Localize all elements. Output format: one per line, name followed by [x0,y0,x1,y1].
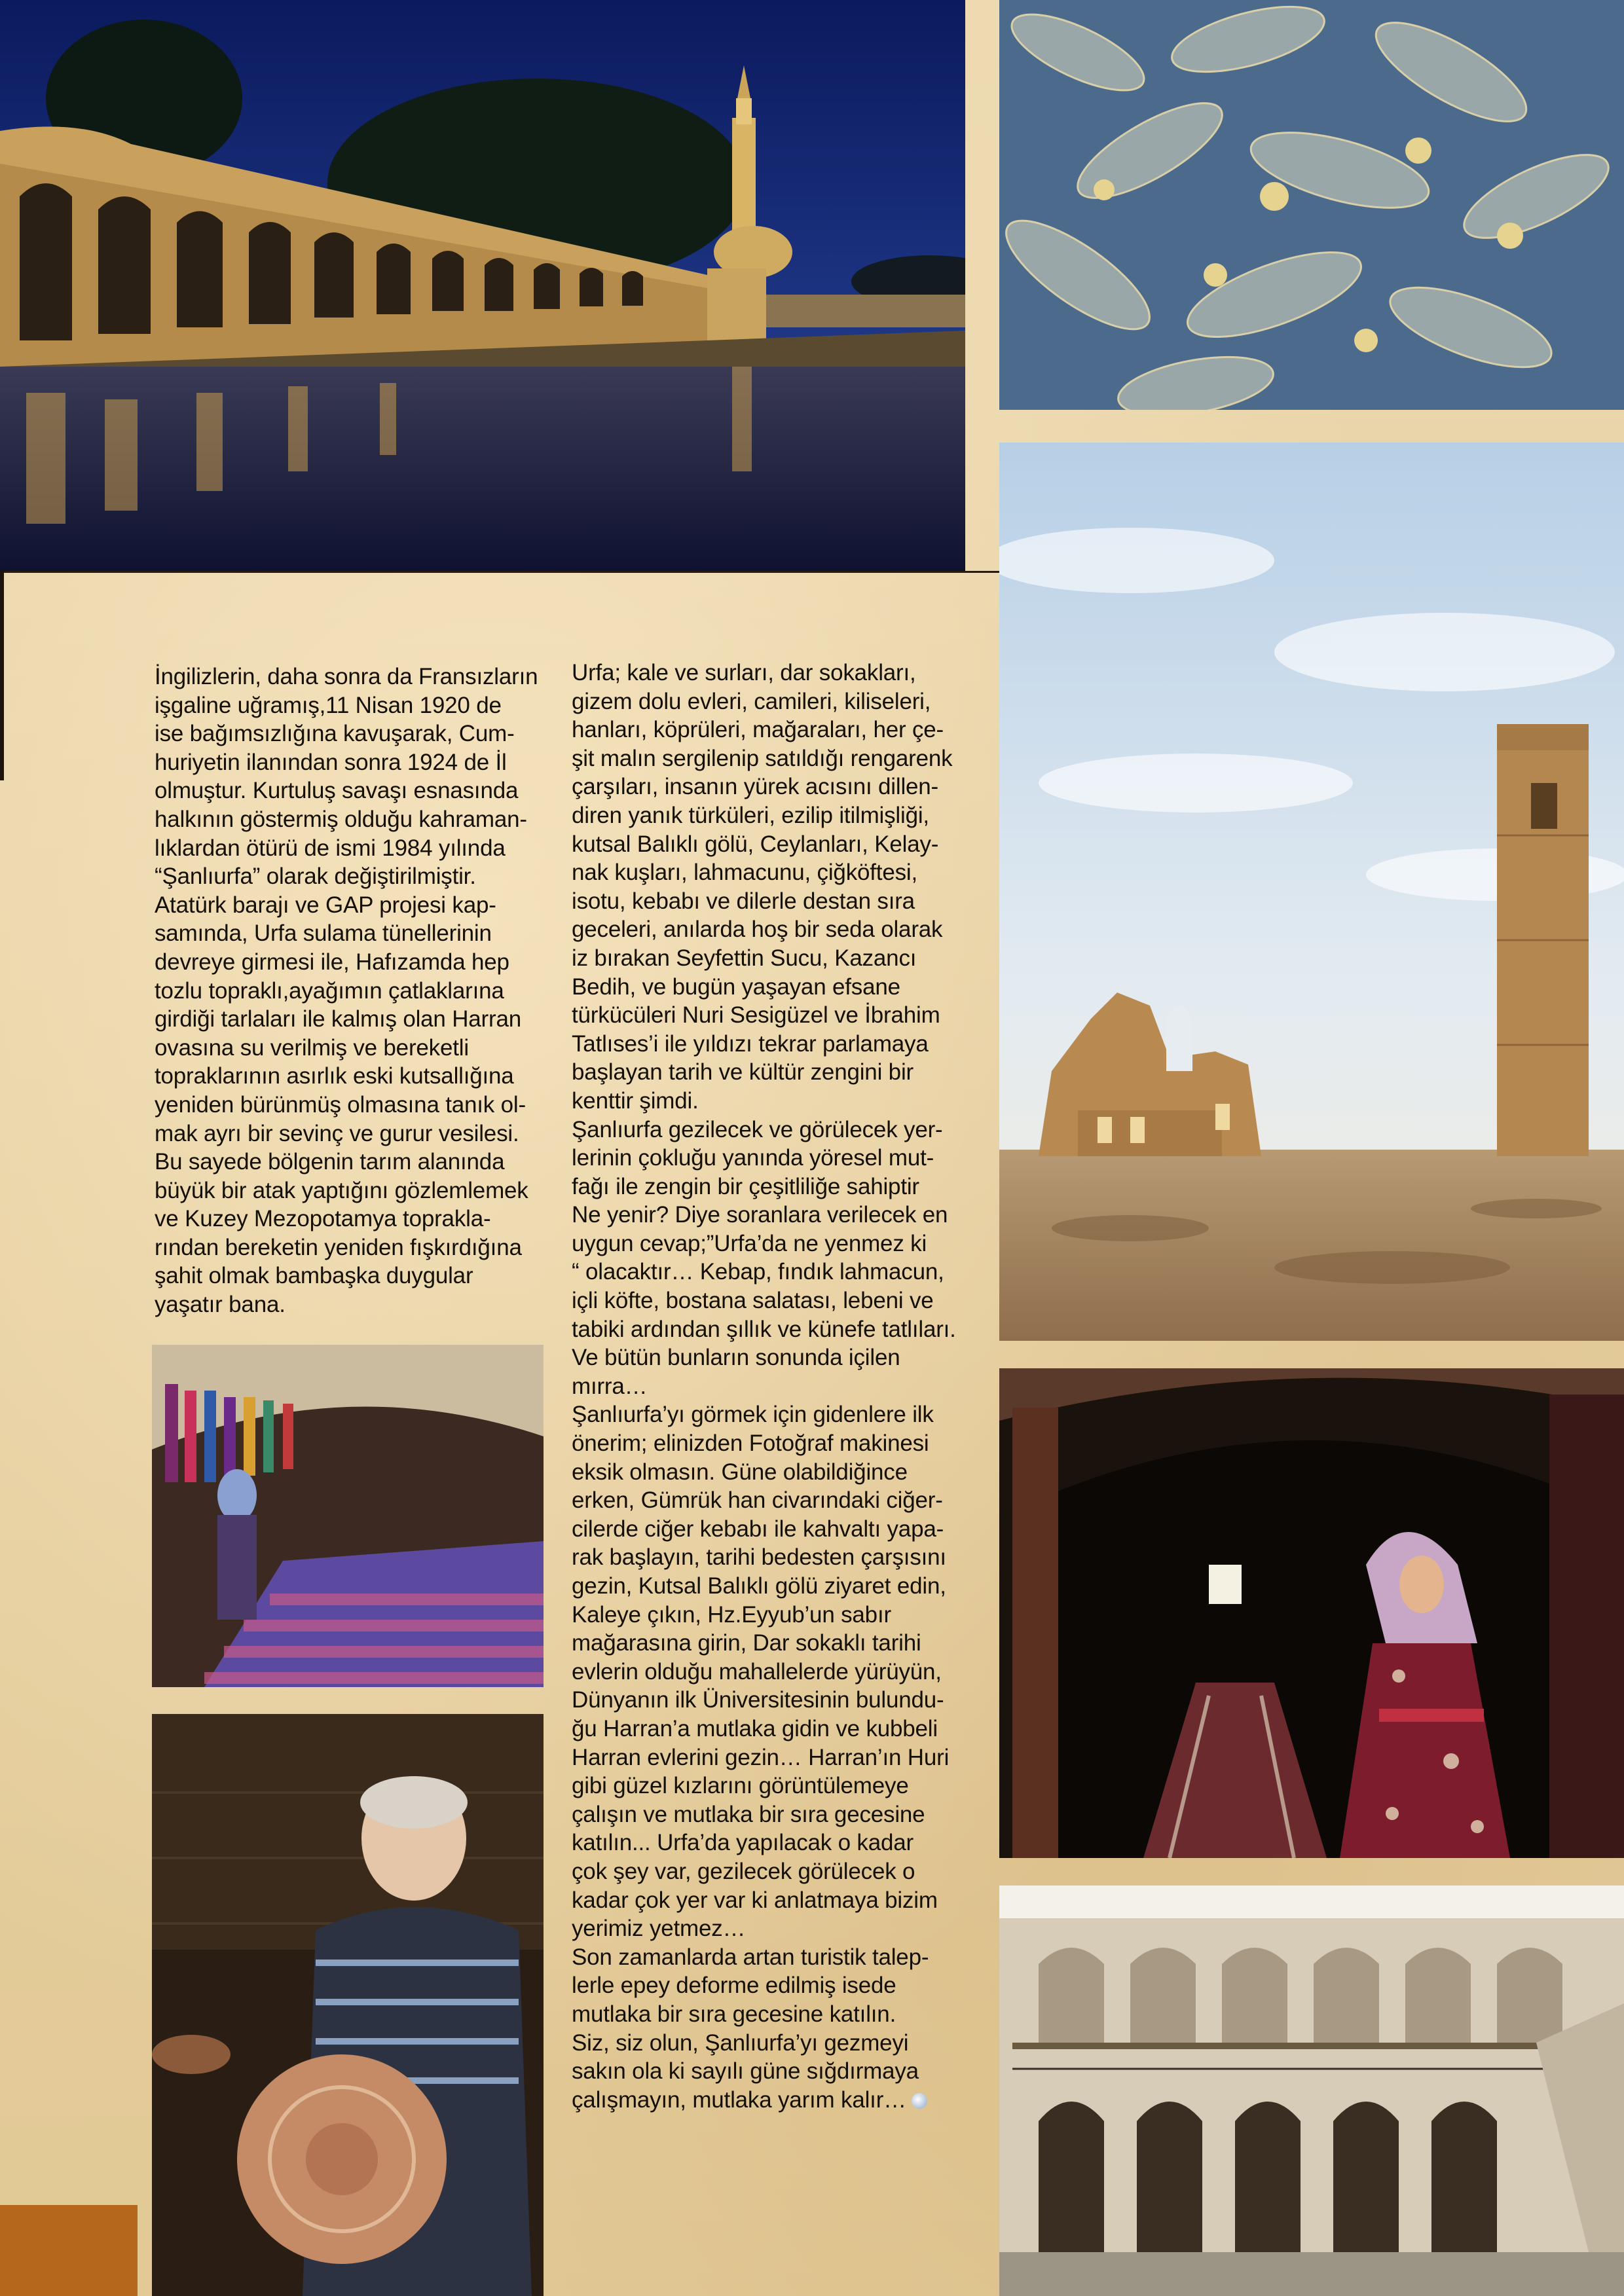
text-line: diren yanık türküleri, ezilip itilmişliği, [572,802,929,828]
text-line: mutlaka bir sıra gecesine katılın. [572,2001,896,2027]
text-line: yerimiz yetmez… [572,1916,746,1942]
text-line: rak başlayın, tarihi bedesten çarşısını [572,1544,946,1571]
text-line: Atatürk barajı ve GAP projesi kap- [155,892,496,918]
corner-accent-block [0,2205,138,2296]
text-line: Bu sayede bölgenin tarım alanında [155,1149,505,1175]
photo-han-courtyard [999,1886,1624,2296]
text-line: İngilizlerin, daha sonra da Fransızların [155,664,538,689]
photo-coppersmith [152,1714,544,2296]
text-line: isotu, kebabı ve dilerle destan sıra [572,888,915,914]
text-line: kadar çok yer var ki anlatmaya bizim [572,1887,938,1913]
text-line: mırra… [572,1373,648,1399]
text-line: başlayan tarih ve kültür zengini bir [572,1059,913,1085]
text-line: tabiki ardından şıllık ve künefe tatlıları. [572,1316,956,1342]
text-line: gezin, Kutsal Balıklı gölü ziyaret edin, [572,1573,946,1599]
text-line: Urfa; kale ve surları, dar sokakları, [572,660,916,685]
text-line: mağarasına girin, Dar sokaklı tarihi [572,1630,921,1656]
text-line: geceleri, anılarda hoş bir seda olarak [572,917,943,943]
end-of-article-icon [912,2093,927,2109]
text-line: girdiği tarlaları ile kalmış olan Harran [155,1006,521,1032]
text-line: katılın... Urfa’da yapılacak o kadar [572,1830,913,1856]
text-line: devreye girmesi ile, Hafızamda hep [155,949,509,975]
divider-line [0,571,999,573]
text-line: Şanlıurfa’yı görmek için gidenlere ilk [572,1402,934,1428]
text-line: içli köfte, bostana salatası, lebeni ve [572,1288,934,1314]
text-line: lıklardan ötürü de ismi 1984 yılında [155,835,506,861]
photo-woman-harran-house [999,1368,1624,1858]
text-line: erken, Gümrük han civarındaki ciğer- [572,1487,943,1514]
text-line: çalışın ve mutlaka bir sıra gecesine [572,1801,925,1827]
text-line: rından bereketin yeniden fışkırdığına [155,1234,522,1260]
text-line: nak kuşları, lahmacunu, çiğköftesi, [572,860,917,886]
photo-harran-ruins [999,443,1624,1341]
text-line: şahit olmak bambaşka duygular [155,1263,473,1289]
text-line: işgaline uğramış,11 Nisan 1920 de [155,692,502,718]
text-line: ve Kuzey Mezopotamya toprakla- [155,1206,491,1232]
text-line: halkının göstermiş olduğu kahraman- [155,806,527,832]
text-line: lerle epey deforme edilmiş isede [572,1973,896,1999]
text-line: çalışmayın, mutlaka yarım kalır… [572,2086,984,2115]
article-column-right [572,659,984,2114]
text-line: ğu Harran’a mutlaka gidin ve kubbeli [572,1715,938,1741]
text-line: Son zamanlarda artan turistik talep- [572,1944,929,1970]
text-line: türkücüleri Nuri Sesigüzel ve İbrahim [572,1002,940,1029]
text-line: ovasına su verilmiş ve bereketli [155,1034,469,1061]
text-line: Kaleye çıkın, Hz.Eyyub’un sabır [572,1601,891,1628]
divider-line-vertical [0,571,4,780]
text-line: evlerin olduğu mahallelerde yürüyün, [572,1658,942,1685]
text-line: iz bırakan Seyfettin Sucu, Kazancı [572,945,917,971]
text-line: büyük bir atak yaptığını gözlemlemek [155,1177,528,1203]
text-line: ise bağımsızlığına kavuşarak, Cum- [155,721,515,747]
text-line: “ olacaktır… Kebap, fındık lahmacun, [572,1259,944,1285]
text-line: çok şey var, gezilecek görülecek o [572,1858,915,1884]
text-line: Ne yenir? Diye soranlara verilecek en [572,1202,948,1228]
text-line: lerinin çokluğu yanında yöresel mut- [572,1145,934,1171]
text-line: hanları, köprüleri, mağaraları, her çe- [572,717,944,743]
photo-pool-arcade-night [0,0,965,571]
text-line: çarşıları, insanın yürek acısını dillen- [572,774,939,800]
text-line: şit malın sergilenip satıldığı rengarenk [572,745,953,771]
text-line: önerim; elinizden Fotoğraf makinesi [572,1430,929,1457]
text-line: yaşatır bana. [155,1292,286,1318]
text-line: Dünyanın ilk Üniversitesinin bulundu- [572,1687,944,1713]
text-line: Bedih, ve bugün yaşayan efsane [572,974,900,1000]
text-line: Siz, siz olun, Şanlıurfa’yı gezmeyi [572,2030,909,2056]
text-line: Tatlıses’i ile yıldızı tekrar parlamaya [572,1030,929,1057]
text-line: olmuştur. Kurtuluş savaşı esnasında [155,778,519,804]
text-line: kutsal Balıklı gölü, Ceylanları, Kelay- [572,831,939,857]
text-line: “Şanlıurfa” olarak değiştirilmiştir. [155,864,476,890]
text-line: sakın ola ki sayılı güne sığdırmaya [572,2058,919,2085]
text-line: samında, Urfa sulama tünellerinin [155,920,492,947]
text-line: fağı ile zengin bir çeşitliliğe sahiptir [572,1173,919,1199]
text-line: Harran evlerini gezin… Harran’ın Huri [572,1744,950,1770]
text-line: gibi güzel kızlarını görüntülemeye [572,1773,909,1799]
photo-sacred-fish [999,0,1624,410]
text-line: tozlu topraklı,ayağımın çatlaklarına [155,977,504,1004]
text-line: Şanlıurfa gezilecek ve görülecek yer- [572,1116,943,1142]
text-line: uygun cevap;”Urfa’da ne yenmez ki [572,1230,927,1256]
text-line: cilerde ciğer kebabı ile kahvaltı yapa- [572,1516,944,1542]
text-line: yeniden bürünmüş olmasına tanık ol- [155,1091,526,1118]
article-column-left [155,663,547,1319]
text-line: topraklarının asırlık eski kutsallığına [155,1063,514,1089]
text-line: gizem dolu evleri, camileri, kiliseleri, [572,688,931,714]
text-line: huriyetin ilanından sonra 1924 de İl [155,749,507,775]
photo-covered-bazaar [152,1345,544,1687]
text-line: mak ayrı bir sevinç ve gurur vesilesi. [155,1120,519,1146]
text-line: Ve bütün bunların sonunda içilen [572,1345,900,1371]
text-line: kenttir şimdi. [572,1087,699,1114]
text-line: eksik olmasın. Güne olabildiğince [572,1459,908,1485]
